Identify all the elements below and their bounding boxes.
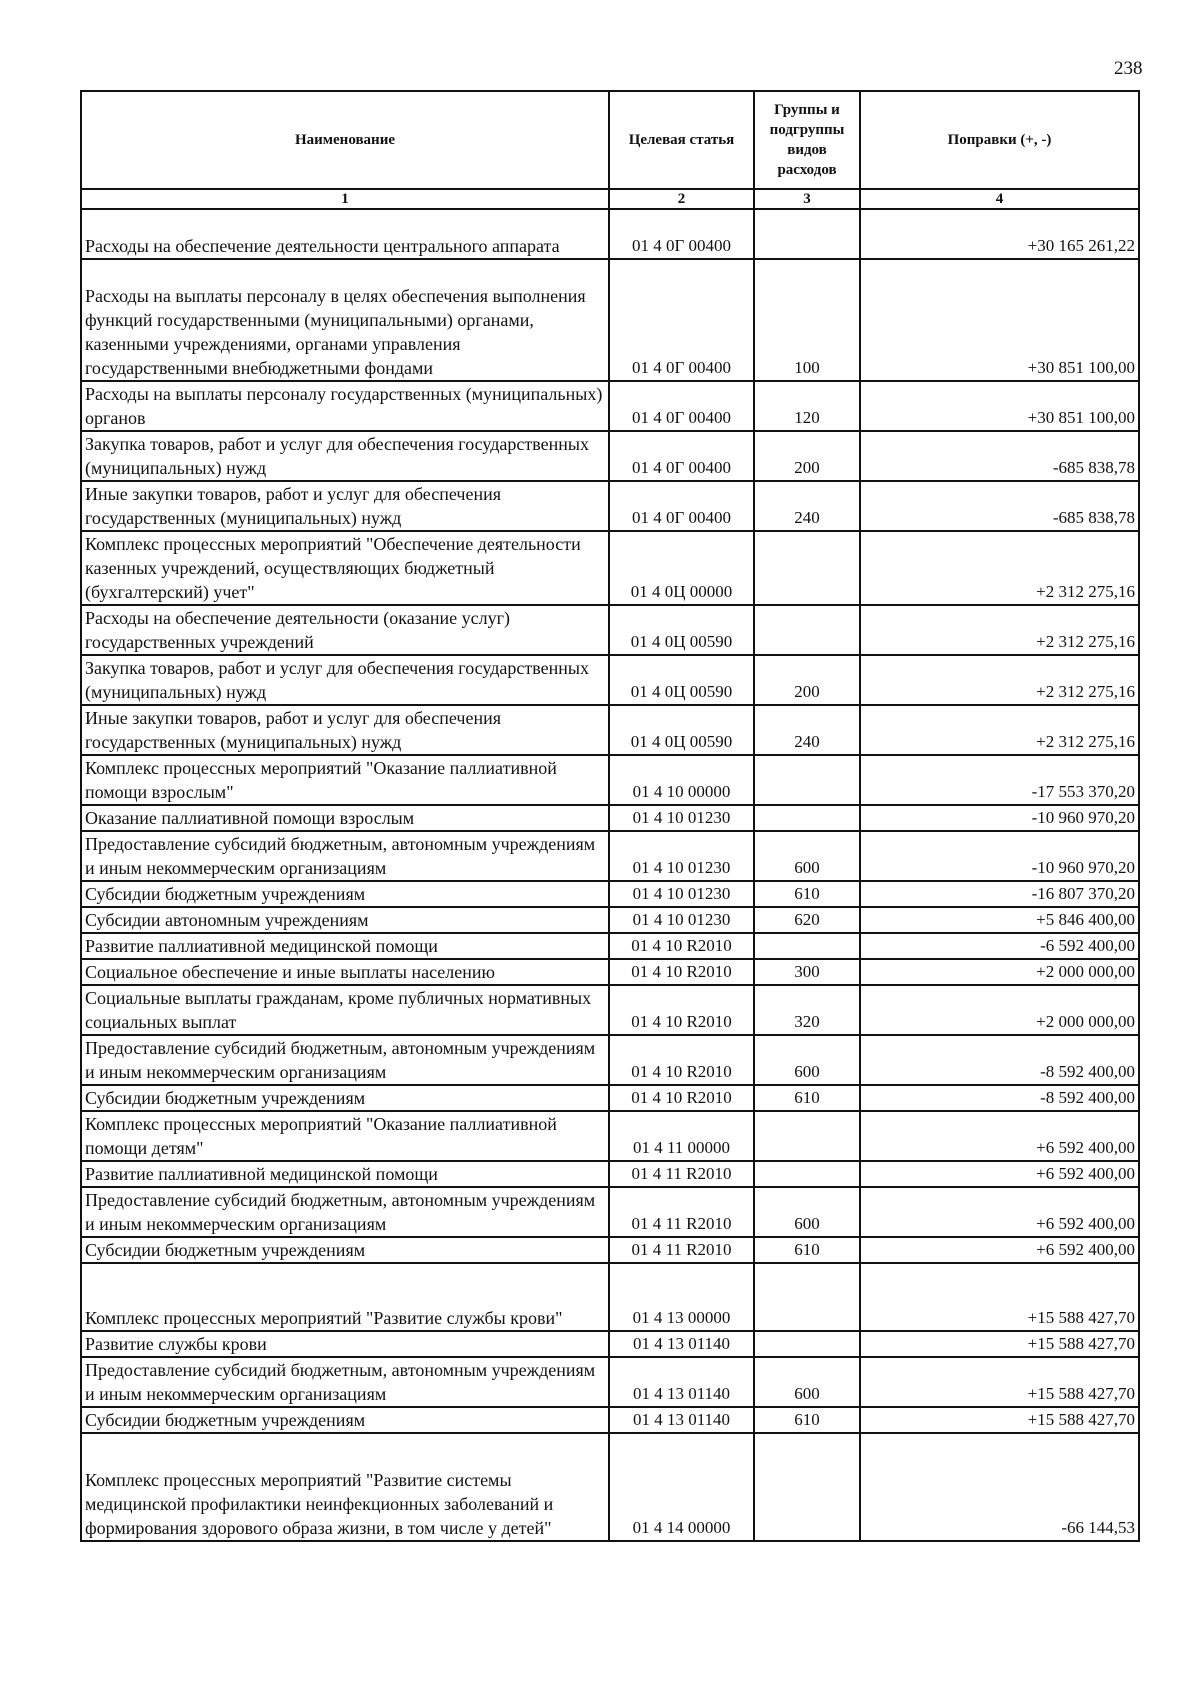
row-target-code: 01 4 11 R2010 [609, 1187, 754, 1237]
row-amount: -8 592 400,00 [860, 1035, 1139, 1085]
table-row [81, 1111, 1139, 1161]
row-name: Расходы на выплаты персоналу государственных (муниципальных) органов [81, 381, 609, 431]
table-row [81, 907, 1139, 933]
row-amount: +30 851 100,00 [860, 259, 1139, 381]
row-target-code: 01 4 0Ц 00590 [609, 705, 754, 755]
row-amount: +2 000 000,00 [860, 985, 1139, 1035]
row-target-code: 01 4 13 00000 [609, 1263, 754, 1331]
row-target-code: 01 4 0Г 00400 [609, 431, 754, 481]
row-group-code: 200 [754, 655, 860, 705]
table-row [81, 933, 1139, 959]
row-group-code: 240 [754, 481, 860, 531]
column-number: 1 [81, 189, 609, 209]
row-amount: +15 588 427,70 [860, 1407, 1139, 1433]
header-group: Группы и подгруппы видов расходов [754, 91, 860, 189]
table-row [81, 831, 1139, 881]
row-target-code: 01 4 10 01230 [609, 881, 754, 907]
row-target-code: 01 4 10 R2010 [609, 933, 754, 959]
table-row [81, 481, 1139, 531]
row-amount: +5 846 400,00 [860, 907, 1139, 933]
row-group-code: 100 [754, 259, 860, 381]
row-name: Предоставление субсидий бюджетным, автономным учреждениям и иным некоммерческим организациям [81, 1357, 609, 1407]
row-group-code: 300 [754, 959, 860, 985]
row-name: Расходы на обеспечение деятельности центрального аппарата [81, 209, 609, 259]
row-name: Субсидии бюджетным учреждениям [81, 881, 609, 907]
table-row [81, 755, 1139, 805]
row-target-code: 01 4 0Г 00400 [609, 209, 754, 259]
table-row [81, 381, 1139, 431]
row-group-code: 610 [754, 1085, 860, 1111]
row-name: Субсидии бюджетным учреждениям [81, 1407, 609, 1433]
table-row [81, 605, 1139, 655]
row-amount: +30 165 261,22 [860, 209, 1139, 259]
row-target-code: 01 4 11 00000 [609, 1111, 754, 1161]
row-amount: +15 588 427,70 [860, 1357, 1139, 1407]
row-target-code: 01 4 10 00000 [609, 755, 754, 805]
row-group-code: 600 [754, 1357, 860, 1407]
row-name: Комплекс процессных мероприятий "Оказание паллиативной помощи детям" [81, 1111, 609, 1161]
table-row [81, 431, 1139, 481]
row-amount: +6 592 400,00 [860, 1187, 1139, 1237]
table-row [81, 805, 1139, 831]
row-name: Расходы на выплаты персоналу в целях обеспечения выполнения функций государственными (муниципальными) органами, казенными учреждениями, органами управления государственными внебюджетными фондами [81, 259, 609, 381]
row-group-code [754, 209, 860, 259]
row-target-code: 01 4 0Г 00400 [609, 259, 754, 381]
row-group-code: 320 [754, 985, 860, 1035]
row-name: Иные закупки товаров, работ и услуг для обеспечения государственных (муниципальных) нужд [81, 705, 609, 755]
header-name: Наименование [81, 91, 609, 189]
row-amount: -8 592 400,00 [860, 1085, 1139, 1111]
row-target-code: 01 4 14 00000 [609, 1433, 754, 1541]
row-group-code [754, 605, 860, 655]
row-group-code [754, 1263, 860, 1331]
row-name: Предоставление субсидий бюджетным, автономным учреждениям и иным некоммерческим организациям [81, 1187, 609, 1237]
table-row [81, 531, 1139, 605]
row-name: Субсидии бюджетным учреждениям [81, 1237, 609, 1263]
row-amount: +15 588 427,70 [860, 1263, 1139, 1331]
row-group-code [754, 1161, 860, 1187]
row-name: Оказание паллиативной помощи взрослым [81, 805, 609, 831]
row-name: Расходы на обеспечение деятельности (оказание услуг) государственных учреждений [81, 605, 609, 655]
row-amount: -17 553 370,20 [860, 755, 1139, 805]
row-target-code: 01 4 0Ц 00590 [609, 605, 754, 655]
row-amount: -685 838,78 [860, 481, 1139, 531]
table-row [81, 1331, 1139, 1357]
table-row [81, 1187, 1139, 1237]
row-group-code: 620 [754, 907, 860, 933]
row-amount: +2 312 275,16 [860, 705, 1139, 755]
table-row [81, 209, 1139, 259]
row-name: Развитие паллиативной медицинской помощи [81, 933, 609, 959]
row-name: Предоставление субсидий бюджетным, автономным учреждениям и иным некоммерческим организациям [81, 1035, 609, 1085]
table-row [81, 259, 1139, 381]
row-name: Развитие службы крови [81, 1331, 609, 1357]
row-group-code [754, 755, 860, 805]
row-group-code: 600 [754, 1035, 860, 1085]
row-group-code: 240 [754, 705, 860, 755]
row-amount: -10 960 970,20 [860, 805, 1139, 831]
row-group-code [754, 805, 860, 831]
row-amount: -6 592 400,00 [860, 933, 1139, 959]
row-name: Комплекс процессных мероприятий "Развитие системы медицинской профилактики неинфекционных заболеваний и формирования здорового образа жизни, в том числе у детей" [81, 1433, 609, 1541]
row-target-code: 01 4 11 R2010 [609, 1161, 754, 1187]
table-row [81, 1085, 1139, 1111]
row-name: Комплекс процессных мероприятий "Оказание паллиативной помощи взрослым" [81, 755, 609, 805]
column-number: 2 [609, 189, 754, 209]
row-target-code: 01 4 13 01140 [609, 1407, 754, 1433]
row-amount: -10 960 970,20 [860, 831, 1139, 881]
row-group-code: 120 [754, 381, 860, 431]
row-amount: +2 312 275,16 [860, 605, 1139, 655]
row-amount: +2 312 275,16 [860, 531, 1139, 605]
row-amount: +2 312 275,16 [860, 655, 1139, 705]
row-target-code: 01 4 10 R2010 [609, 959, 754, 985]
row-target-code: 01 4 0Г 00400 [609, 381, 754, 431]
row-target-code: 01 4 10 R2010 [609, 985, 754, 1035]
column-number: 3 [754, 189, 860, 209]
row-amount: +15 588 427,70 [860, 1331, 1139, 1357]
row-target-code: 01 4 10 R2010 [609, 1085, 754, 1111]
column-number: 4 [860, 189, 1139, 209]
table-row [81, 1357, 1139, 1407]
row-target-code: 01 4 10 01230 [609, 831, 754, 881]
table-row [81, 1263, 1139, 1331]
row-name: Субсидии автономным учреждениям [81, 907, 609, 933]
row-group-code [754, 531, 860, 605]
row-target-code: 01 4 10 R2010 [609, 1035, 754, 1085]
row-group-code: 200 [754, 431, 860, 481]
page-number: 238 [1114, 58, 1143, 79]
table-row [81, 1035, 1139, 1085]
row-group-code [754, 1433, 860, 1541]
row-group-code: 610 [754, 1407, 860, 1433]
budget-table [80, 90, 1140, 1542]
row-name: Комплекс процессных мероприятий "Развитие службы крови" [81, 1263, 609, 1331]
row-target-code: 01 4 11 R2010 [609, 1237, 754, 1263]
row-group-code: 600 [754, 1187, 860, 1237]
header-amendment: Поправки (+, -) [860, 91, 1139, 189]
row-amount: +2 000 000,00 [860, 959, 1139, 985]
table-row [81, 881, 1139, 907]
row-group-code: 600 [754, 831, 860, 881]
row-name: Субсидии бюджетным учреждениям [81, 1085, 609, 1111]
row-target-code: 01 4 13 01140 [609, 1357, 754, 1407]
row-group-code [754, 933, 860, 959]
row-amount: -66 144,53 [860, 1433, 1139, 1541]
row-target-code: 01 4 13 01140 [609, 1331, 754, 1357]
row-group-code [754, 1331, 860, 1357]
table-row [81, 1433, 1139, 1541]
table-row [81, 1161, 1139, 1187]
header-target: Целевая статья [609, 91, 754, 189]
column-number-row [81, 189, 1139, 209]
row-target-code: 01 4 0Ц 00000 [609, 531, 754, 605]
row-name: Комплекс процессных мероприятий "Обеспечение деятельности казенных учреждений, осуществляющих бюджетный (бухгалтерский) учет" [81, 531, 609, 605]
row-name: Закупка товаров, работ и услуг для обеспечения государственных (муниципальных) нужд [81, 431, 609, 481]
row-amount: +6 592 400,00 [860, 1237, 1139, 1263]
row-amount: -16 807 370,20 [860, 881, 1139, 907]
row-name: Социальное обеспечение и иные выплаты населению [81, 959, 609, 985]
row-name: Развитие паллиативной медицинской помощи [81, 1161, 609, 1187]
row-name: Закупка товаров, работ и услуг для обеспечения государственных (муниципальных) нужд [81, 655, 609, 705]
header-row [81, 91, 1139, 189]
row-name: Иные закупки товаров, работ и услуг для обеспечения государственных (муниципальных) нужд [81, 481, 609, 531]
table-row [81, 1407, 1139, 1433]
row-group-code [754, 1111, 860, 1161]
table-row [81, 655, 1139, 705]
row-target-code: 01 4 10 01230 [609, 805, 754, 831]
row-amount: -685 838,78 [860, 431, 1139, 481]
row-amount: +6 592 400,00 [860, 1111, 1139, 1161]
table-row [81, 1237, 1139, 1263]
row-amount: +6 592 400,00 [860, 1161, 1139, 1187]
row-group-code: 610 [754, 881, 860, 907]
table-row [81, 985, 1139, 1035]
row-group-code: 610 [754, 1237, 860, 1263]
row-target-code: 01 4 0Г 00400 [609, 481, 754, 531]
row-name: Предоставление субсидий бюджетным, автономным учреждениям и иным некоммерческим организациям [81, 831, 609, 881]
row-name: Социальные выплаты гражданам, кроме публичных нормативных социальных выплат [81, 985, 609, 1035]
table-row [81, 959, 1139, 985]
row-target-code: 01 4 10 01230 [609, 907, 754, 933]
table-row [81, 705, 1139, 755]
row-target-code: 01 4 0Ц 00590 [609, 655, 754, 705]
row-amount: +30 851 100,00 [860, 381, 1139, 431]
